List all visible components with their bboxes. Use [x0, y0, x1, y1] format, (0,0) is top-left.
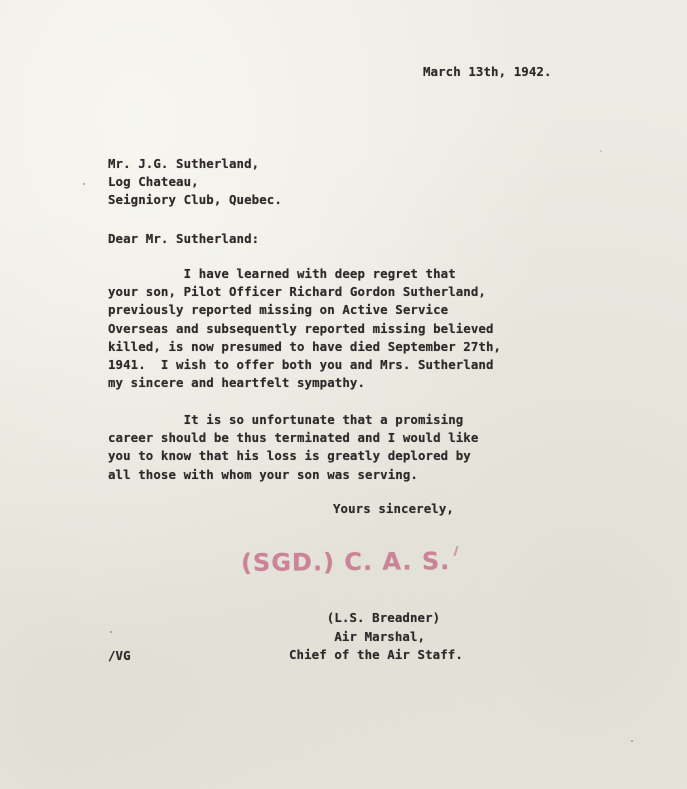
- paper-speck: [600, 150, 602, 152]
- salutation: Dear Mr. Sutherland:: [108, 231, 260, 246]
- paragraph-line: career should be thus terminated and I would like: [108, 430, 479, 446]
- paper-speck: [83, 183, 85, 185]
- typist-reference: /VG: [108, 648, 131, 663]
- paper-speck: [631, 740, 633, 742]
- address-line: Mr. J.G. Sutherland,: [108, 156, 260, 171]
- signature-stamp: (SGD.) C. A. S.: [240, 547, 451, 577]
- signature-line: Air Marshal,: [289, 628, 426, 644]
- body-paragraph-1: [108, 265, 501, 392]
- paragraph-line: I have learned with deep regret that: [108, 266, 456, 281]
- stamp-mark: [454, 546, 459, 556]
- signature-line: (L.S. Breadner): [289, 610, 441, 625]
- letter-date: March 13th, 1942.: [423, 64, 552, 79]
- body-paragraph-2: [108, 411, 478, 484]
- address-line: Seigniory Club, Quebec.: [108, 192, 282, 207]
- paragraph-line: 1941. I wish to offer both you and Mrs. Sutherland: [108, 356, 494, 372]
- complimentary-close: Yours sincerely,: [333, 501, 454, 516]
- paragraph-line: It is so unfortunate that a promising: [108, 412, 464, 427]
- signature-line: Chief of the Air Staff.: [289, 647, 463, 662]
- signature-block: [289, 609, 463, 665]
- paragraph-line: previously reported missing on Active Service: [108, 302, 449, 318]
- paper-speck: [110, 631, 112, 633]
- paragraph-line: killed, is now presumed to have died September 27th,: [108, 338, 502, 354]
- recipient-address: [108, 155, 282, 209]
- address-line: Log Chateau,: [108, 174, 199, 189]
- paragraph-line: my sincere and heartfelt sympathy.: [108, 375, 366, 391]
- paragraph-line: all those with whom your son was serving.: [108, 466, 418, 482]
- paragraph-line: you to know that his loss is greatly deplored by: [108, 448, 471, 464]
- paragraph-line: Overseas and subsequently reported missing believed: [108, 320, 494, 336]
- paragraph-line: your son, Pilot Officer Richard Gordon Sutherland,: [108, 284, 486, 300]
